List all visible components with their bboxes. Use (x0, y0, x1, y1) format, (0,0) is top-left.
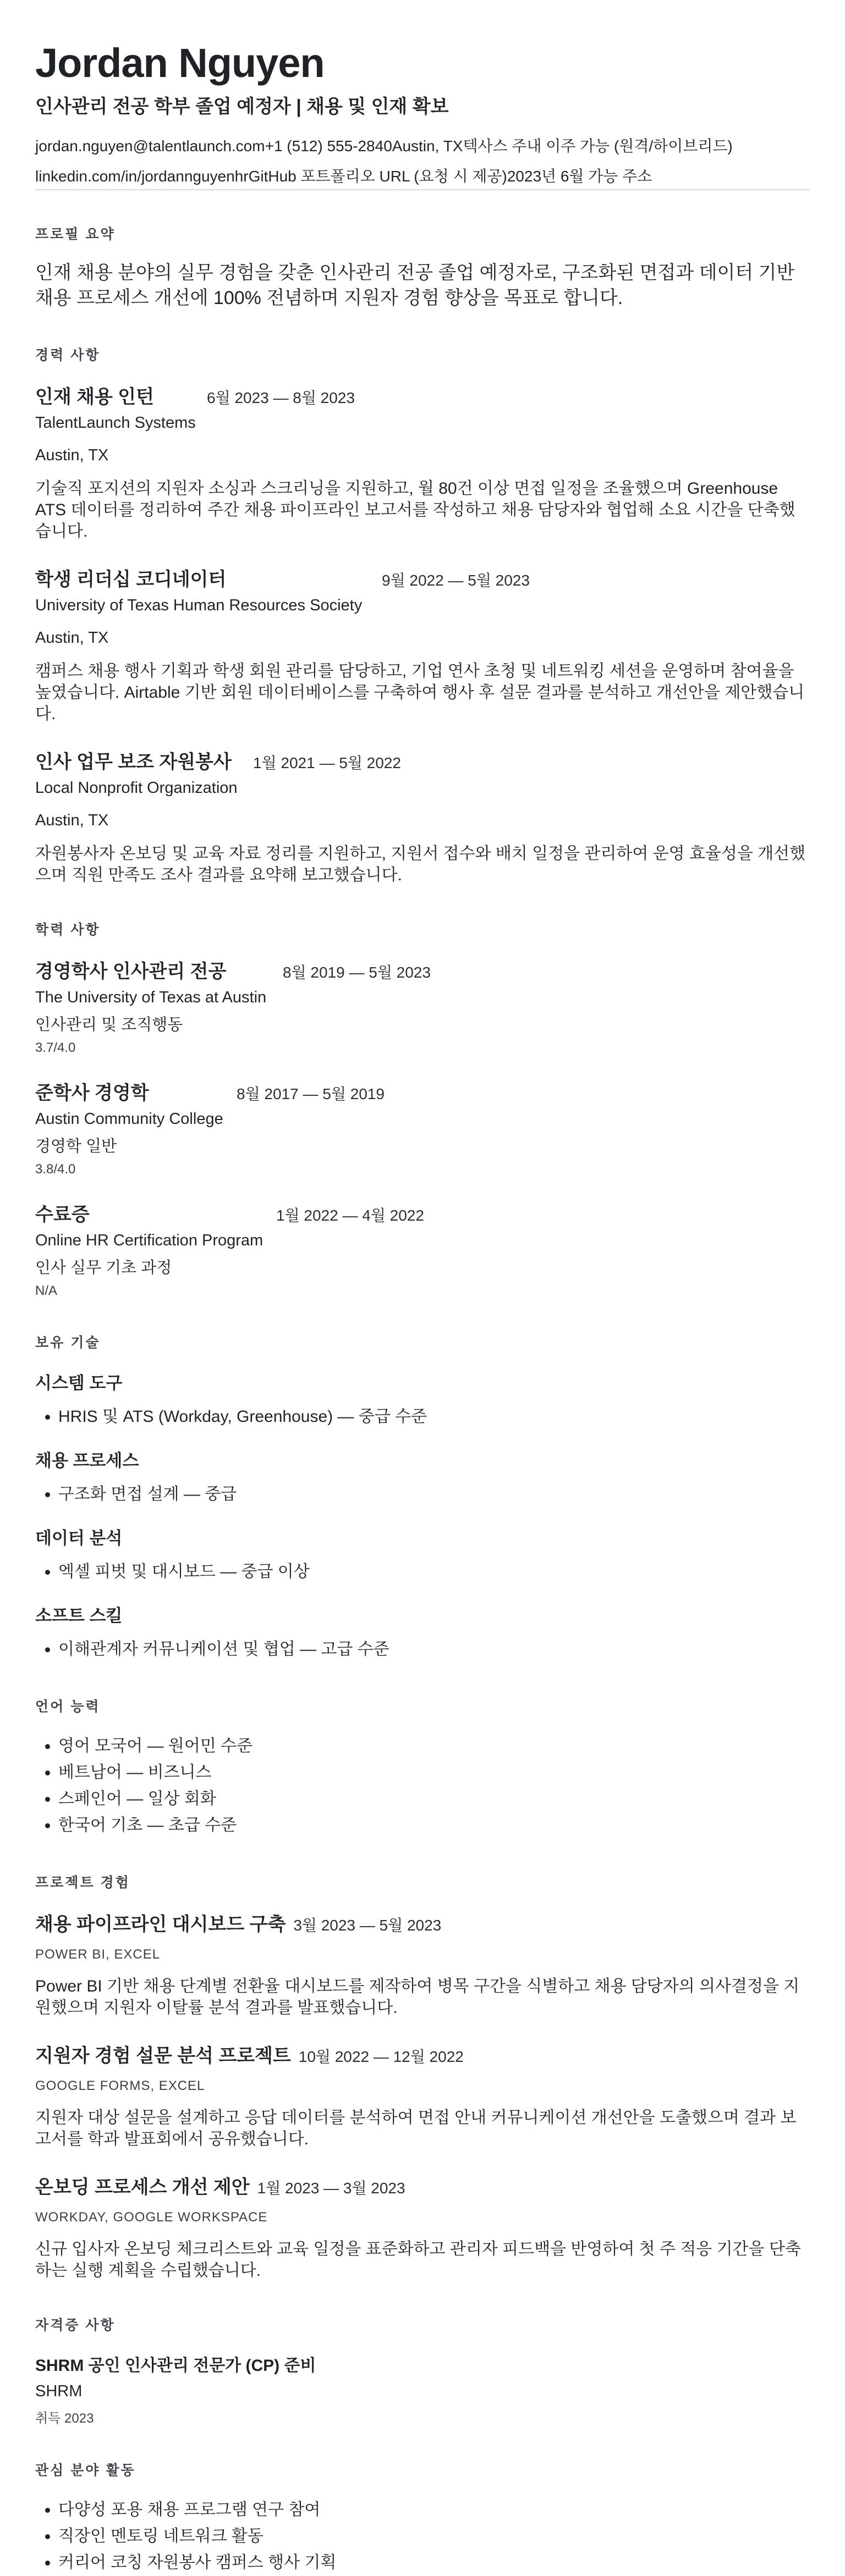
contact-row-secondary (35, 167, 810, 186)
certification-issuer: SHRM (35, 2382, 83, 2400)
section-title-projects: 프로젝트 경험 (35, 1874, 130, 1890)
experience-title: 인사 업무 보조 자원봉사 (35, 751, 232, 773)
projects-section (35, 1872, 810, 2281)
project-tech: POWER BI, EXCEL (35, 1946, 161, 1962)
candidate-name: Jordan Nguyen (35, 40, 325, 86)
interest-item: • 커리어 코칭 자원봉사 캠퍼스 행사 기획 (58, 2550, 810, 2576)
project-item (35, 1909, 810, 2018)
language-list (35, 1733, 810, 1839)
contact-github[interactable]: GitHub 포트폴리오 URL (요청 시 제공) (248, 168, 507, 185)
certification-item (35, 2352, 810, 2426)
contact-linkedin[interactable]: linkedin.com/in/jordannguyenhr (35, 168, 249, 185)
skill-category: 채용 프로세스 (35, 1450, 139, 1470)
project-tech: WORKDAY, GOOGLE WORKSPACE (35, 2209, 268, 2225)
project-dates: 1월 2023 — 3월 2023 (257, 2179, 405, 2197)
experience-title: 학생 리더십 코디네이터 (35, 569, 227, 590)
education-dates: 8월 2019 — 5월 2023 (283, 963, 431, 981)
section-title-interests: 관심 분야 활동 (35, 2462, 136, 2478)
skill-list (35, 1481, 810, 1508)
experience-description: 기술직 포지션의 지원자 소싱과 스크리닝을 지원하고, 월 80건 이상 면접 일정을 조율했으며 Greenhouse ATS 데이터를 정리하여 주간 채용 파이프라인 보고서를 작성하고 채용 담당자와 협업해 소요 시간을 단축했습니다. (35, 479, 795, 540)
experience-location: Austin, TX (35, 446, 109, 464)
skill-group (35, 1524, 810, 1585)
section-title-summary: 프로필 요약 (35, 226, 116, 242)
education-school: Online HR Certification Program (35, 1231, 264, 1249)
section-title-certifications: 자격증 사항 (35, 2317, 116, 2333)
skill-category: 시스템 도구 (35, 1373, 123, 1393)
project-title: 채용 파이프라인 대시보드 구축 (35, 1913, 286, 1935)
education-item (35, 956, 810, 1056)
skill-category: 소프트 스킬 (35, 1606, 123, 1625)
experience-item (35, 382, 810, 542)
education-field: 인사관리 및 조직행동 (35, 1016, 183, 1034)
education-field: 경영학 일반 (35, 1137, 117, 1155)
interest-item: • 다양성 포용 채용 프로그램 연구 참여 (58, 2497, 810, 2523)
project-tech: GOOGLE FORMS, EXCEL (35, 2078, 205, 2093)
contact-email[interactable]: jordan.nguyen@talentlaunch.com (35, 137, 265, 155)
experience-org: TalentLaunch Systems (35, 413, 196, 432)
interest-list (35, 2497, 810, 2576)
project-description: Power BI 기반 채용 단계별 전환율 대시보드를 제작하여 병목 구간을 식별하고 채용 담당자의 의사결정을 지원했으며 지원자 이탈률 분석 결과를 발표했습니다. (35, 1977, 800, 2017)
interest-item: • 직장인 멘토링 네트워크 활동 (58, 2523, 810, 2550)
summary-text: 인재 채용 분야의 실무 경험을 갖춘 인사관리 전공 졸업 예정자로, 구조화된 면접과 데이터 기반 채용 프로세스 개선에 100% 전념하며 지원자 경험 향상을 목표로 합니다. (35, 262, 795, 308)
experience-location: Austin, TX (35, 628, 109, 647)
experience-description: 캠퍼스 채용 행사 기획과 학생 회원 관리를 담당하고, 기업 연사 초청 및 네트워킹 세션을 운영하며 참여율을 높였습니다. Airtable 기반 회원 데이터베이스를 구축하여 행사 후 설문 결과를 분석하고 개선안을 제안했습니다. (35, 661, 805, 723)
skill-category: 데이터 분석 (35, 1528, 123, 1548)
education-dates: 1월 2022 — 4월 2022 (276, 1206, 424, 1224)
contact-phone[interactable]: +1 (512) 555-2840 (265, 137, 392, 155)
candidate-headline: 인사관리 전공 학부 졸업 예정자 | 채용 및 인재 확보 (35, 96, 449, 117)
section-title-education: 학력 사항 (35, 922, 101, 937)
summary-section (35, 223, 810, 311)
skill-list (35, 1404, 810, 1430)
education-school: Austin Community College (35, 1110, 223, 1128)
languages-section (35, 1696, 810, 1839)
experience-section (35, 344, 810, 886)
header-divider (35, 189, 810, 190)
education-dates: 8월 2017 — 5월 2019 (237, 1085, 385, 1102)
certification-name: SHRM 공인 인사관리 전문가 (CP) 준비 (35, 2356, 316, 2375)
experience-org: University of Texas Human Resources Society (35, 596, 363, 614)
education-degree: 준학사 경영학 (35, 1082, 149, 1104)
skill-item: • 이해관계자 커뮤니케이션 및 협업 — 고급 수준 (58, 1636, 810, 1663)
language-item: • 베트남어 — 비즈니스 (58, 1759, 810, 1786)
language-item: • 영어 모국어 — 원어민 수준 (58, 1733, 810, 1759)
education-section (35, 919, 810, 1299)
skill-list (35, 1559, 810, 1585)
education-item (35, 1078, 810, 1177)
experience-item (35, 747, 810, 886)
certification-date: 취득 2023 (35, 2410, 94, 2426)
section-title-languages: 언어 능력 (35, 1698, 101, 1714)
experience-org: Local Nonprofit Organization (35, 779, 238, 797)
skill-item: • 엑셀 피벗 및 대시보드 — 중급 이상 (58, 1559, 810, 1585)
education-field: 인사 실무 기초 과정 (35, 1259, 172, 1277)
education-school: The University of Texas at Austin (35, 988, 267, 1006)
education-degree: 수료증 (35, 1204, 90, 1225)
certifications-section (35, 2314, 810, 2426)
experience-dates: 9월 2022 — 5월 2023 (382, 571, 530, 589)
skill-group (35, 1447, 810, 1508)
language-item: • 스페인어 — 일상 회화 (58, 1786, 810, 1812)
education-gpa: N/A (35, 1283, 58, 1298)
project-item (35, 2172, 810, 2281)
experience-dates: 6월 2023 — 8월 2023 (207, 389, 355, 406)
contact-row-primary (35, 137, 810, 156)
project-item (35, 2040, 810, 2150)
contact-availability: 2023년 6월 가능 주소 (507, 168, 652, 185)
education-degree: 경영학사 인사관리 전공 (35, 961, 227, 982)
skill-item: • 구조화 면접 설계 — 중급 (58, 1481, 810, 1508)
project-title: 온보딩 프로세스 개선 제안 (35, 2176, 250, 2198)
section-title-experience: 경력 사항 (35, 347, 101, 363)
education-item (35, 1199, 810, 1299)
interests-section (35, 2459, 810, 2576)
contact-relocation: 텍사스 주내 이주 가능 (원격/하이브리드) (463, 137, 733, 155)
skill-group (35, 1602, 810, 1663)
contact-location: Austin, TX (392, 137, 463, 155)
project-description: 지원자 대상 설문을 설계하고 응답 데이터를 분석하여 면접 안내 커뮤니케이션 개선안을 도출했으며 결과 보고서를 학과 발표회에서 공유했습니다. (35, 2108, 797, 2148)
skills-section (35, 1332, 810, 1663)
resume-header (35, 40, 810, 190)
experience-dates: 1월 2021 — 5월 2022 (253, 754, 401, 771)
section-title-skills: 보유 기술 (35, 1334, 101, 1350)
language-item: • 한국어 기초 — 초급 수준 (58, 1812, 810, 1839)
project-description: 신규 입사자 온보딩 체크리스트와 교육 일정을 표준화하고 관리자 피드백을 반영하여 첫 주 적응 기간을 단축하는 실행 계획을 수립했습니다. (35, 2239, 801, 2280)
experience-location: Austin, TX (35, 811, 109, 829)
education-gpa: 3.8/4.0 (35, 1161, 76, 1177)
project-dates: 10월 2022 — 12월 2022 (298, 2048, 464, 2065)
experience-item (35, 564, 810, 725)
experience-title: 인재 채용 인턴 (35, 386, 154, 407)
project-title: 지원자 경험 설문 분석 프로젝트 (35, 2045, 291, 2066)
skill-item: • HRIS 및 ATS (Workday, Greenhouse) — 중급 수준 (58, 1404, 810, 1430)
skill-group (35, 1369, 810, 1430)
skill-list (35, 1636, 810, 1663)
education-gpa: 3.7/4.0 (35, 1040, 76, 1055)
project-dates: 3월 2023 — 5월 2023 (293, 1916, 442, 1934)
experience-description: 자원봉사자 온보딩 및 교육 자료 정리를 지원하고, 지원서 접수와 배치 일정을 관리하여 운영 효율성을 개선했으며 직원 만족도 조사 결과를 요약해 보고했습니다. (35, 844, 806, 884)
